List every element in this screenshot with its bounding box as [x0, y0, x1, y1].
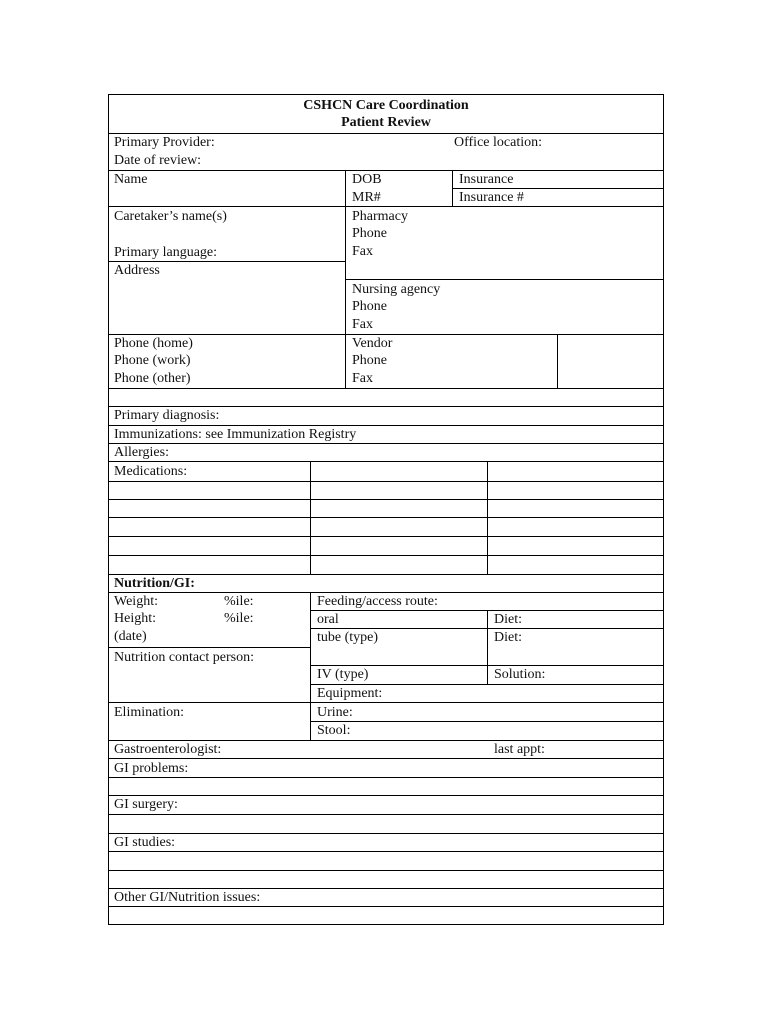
divider — [310, 721, 663, 722]
divider — [487, 610, 488, 684]
caretakers-label: Caretaker’s name(s) — [114, 209, 227, 224]
divider — [109, 777, 663, 778]
last-appt-label: last appt: — [494, 742, 545, 757]
feeding-route-label: Feeding/access route: — [317, 594, 438, 609]
oral-diet-label: Diet: — [494, 612, 522, 627]
insurance-label: Insurance — [459, 172, 514, 187]
primary-language-label: Primary language: — [114, 245, 218, 260]
pharmacy-label: Pharmacy — [352, 209, 408, 224]
divider — [109, 702, 663, 703]
vendor-phone-label: Phone — [352, 353, 387, 368]
date-label: (date) — [114, 629, 147, 644]
phone-work-label: Phone (work) — [114, 353, 191, 368]
date-of-review-label: Date of review: — [114, 153, 202, 168]
divider — [109, 906, 663, 907]
patient-review-form — [108, 94, 664, 925]
divider — [109, 870, 663, 871]
divider — [109, 499, 663, 500]
height-label: Height: — [114, 611, 156, 626]
office-location-label: Office location: — [454, 135, 542, 150]
divider — [109, 814, 663, 815]
form-title: CSHCN Care Coordination — [303, 98, 469, 113]
nursing-phone-label: Phone — [352, 299, 387, 314]
gi-problems-label: GI problems: — [114, 761, 189, 776]
gi-surgery-label: GI surgery: — [114, 797, 178, 812]
divider — [557, 334, 558, 388]
form-subtitle: Patient Review — [341, 115, 431, 130]
stool-label: Stool: — [317, 723, 351, 738]
immunizations-label: Immunizations: see Immunization Registry — [114, 427, 357, 442]
divider — [109, 851, 663, 852]
weight-label: Weight: — [114, 594, 158, 609]
urine-label: Urine: — [317, 705, 353, 720]
nursing-agency-label: Nursing agency — [352, 282, 441, 297]
divider — [109, 833, 663, 834]
divider — [109, 481, 663, 482]
divider — [109, 443, 663, 444]
divider — [109, 388, 663, 389]
elimination-label: Elimination: — [114, 705, 184, 720]
nutrition-contact-label: Nutrition contact person: — [114, 650, 254, 665]
other-issues-label: Other GI/Nutrition issues: — [114, 890, 261, 905]
dob-label: DOB — [352, 172, 382, 187]
mr-label: MR# — [352, 190, 381, 205]
height-percentile-label: %ile: — [224, 611, 254, 626]
pharmacy-fax-label: Fax — [352, 244, 373, 259]
divider — [109, 555, 663, 556]
phone-other-label: Phone (other) — [114, 371, 191, 386]
divider — [109, 795, 663, 796]
gi-studies-label: GI studies: — [114, 835, 176, 850]
iv-type-label: IV (type) — [317, 667, 369, 682]
medications-label: Medications: — [114, 464, 188, 479]
nursing-fax-label: Fax — [352, 317, 373, 332]
divider — [109, 647, 310, 648]
insurance-number-label: Insurance # — [459, 190, 524, 205]
tube-diet-label: Diet: — [494, 630, 522, 645]
divider — [109, 206, 663, 207]
vendor-fax-label: Fax — [352, 371, 373, 386]
pharmacy-phone-label: Phone — [352, 226, 387, 241]
nutrition-heading: Nutrition/GI: — [114, 576, 195, 591]
divider — [109, 536, 663, 537]
divider — [345, 279, 663, 280]
divider — [310, 592, 311, 740]
divider — [109, 461, 663, 462]
allergies-label: Allergies: — [114, 445, 169, 460]
divider — [109, 758, 663, 759]
solution-label: Solution: — [494, 667, 546, 682]
phone-home-label: Phone (home) — [114, 336, 193, 351]
divider — [109, 517, 663, 518]
divider — [310, 461, 311, 575]
gastroenterologist-label: Gastroenterologist: — [114, 742, 222, 757]
equipment-label: Equipment: — [317, 686, 383, 701]
vendor-label: Vendor — [352, 336, 393, 351]
primary-provider-label: Primary Provider: — [114, 135, 215, 150]
name-label: Name — [114, 172, 148, 187]
oral-label: oral — [317, 612, 339, 627]
weight-percentile-label: %ile: — [224, 594, 254, 609]
primary-diagnosis-label: Primary diagnosis: — [114, 408, 220, 423]
divider — [487, 461, 488, 575]
divider — [109, 170, 663, 171]
address-label: Address — [114, 263, 160, 278]
tube-type-label: tube (type) — [317, 630, 379, 645]
